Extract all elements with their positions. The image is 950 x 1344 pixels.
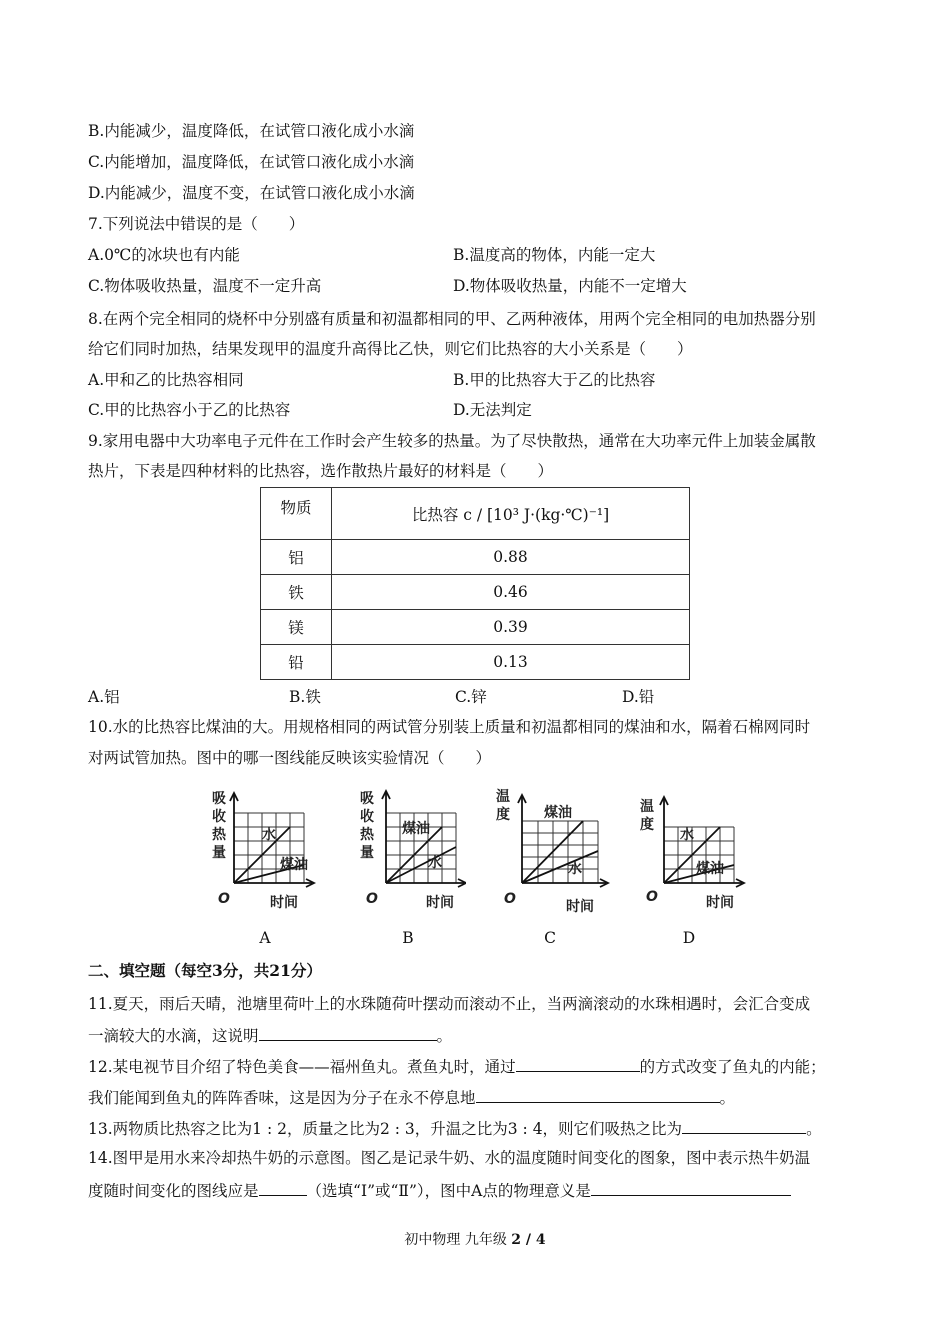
table-cell-substance: 铅	[261, 645, 332, 680]
table-cell-substance: 铁	[261, 575, 332, 610]
graph-x-label: 时间	[566, 899, 594, 915]
graph-y-label: 量	[360, 845, 374, 861]
table-cell-value: 0.88	[332, 540, 690, 575]
graph-series-label: 水	[428, 855, 442, 871]
graph-y-label: 度	[496, 807, 510, 823]
q6-option-d: D.内能减少，温度不变，在试管口液化成小水滴	[88, 184, 415, 202]
graph-c-label: C	[544, 929, 556, 947]
footer-text: 初中物理 九年级	[404, 1232, 512, 1248]
graph-y-label: 收	[212, 809, 226, 825]
table-row	[261, 575, 690, 610]
graph-series-label: 煤油	[544, 805, 572, 821]
q14-line2	[88, 1179, 791, 1201]
graph-y-label: 热	[360, 827, 374, 843]
q9-stem-line2: 热片，下表是四种材料的比热容，选作散热片最好的材料是（ ）	[88, 462, 554, 480]
q14-answer-blank-2[interactable]	[591, 1179, 791, 1196]
graph-b-label: B	[402, 929, 414, 947]
q9-option-a: A.铝	[88, 688, 120, 706]
q11-text-end: 。	[436, 1027, 453, 1045]
graph-y-label: 度	[640, 817, 654, 833]
graph-y-label: 温	[640, 799, 654, 815]
q7-option-c: C.物体吸收热量，温度不一定升高	[88, 277, 322, 295]
q9-option-c: C.锌	[455, 688, 487, 706]
graph-a-label: A	[259, 929, 271, 947]
q8-option-a: A.甲和乙的比热容相同	[88, 371, 244, 389]
q12-text: 我们能闻到鱼丸的阵阵香味，这是因为分子在永不停息地	[88, 1089, 476, 1107]
graph-series-label: 煤油	[402, 821, 430, 837]
table-row	[261, 645, 690, 680]
q6-option-b: B.内能减少，温度降低，在试管口液化成小水滴	[88, 122, 415, 140]
graph-x-label: 时间	[706, 895, 734, 911]
graph-c	[494, 783, 614, 917]
q13-text-end: 。	[806, 1120, 822, 1138]
q14-text-mid: （选填“Ⅰ”或“Ⅱ”），图中A点的物理意义是	[306, 1182, 591, 1200]
q14-text: 度随时间变化的图线应是	[88, 1182, 259, 1200]
q12-text: 12.某电视节目介绍了特色美食——福州鱼丸。煮鱼丸时，通过	[88, 1058, 516, 1076]
q11-answer-blank[interactable]	[259, 1024, 437, 1041]
q8-option-c: C.甲的比热容小于乙的比热容	[88, 401, 291, 419]
q12-text-end: 。	[719, 1089, 736, 1107]
graph-series-label: 水	[262, 827, 276, 843]
graph-origin: O	[646, 889, 658, 905]
q8-option-d: D.无法判定	[453, 401, 532, 419]
q8-stem-line2: 给它们同时加热，结果发现甲的温度升高得比乙快，则它们比热容的大小关系是（ ）	[88, 340, 693, 358]
table-header-row	[261, 488, 690, 540]
graph-y-label: 热	[212, 827, 226, 843]
graph-origin: O	[218, 891, 230, 907]
graph-series-label: 煤油	[696, 861, 724, 877]
table-row	[261, 540, 690, 575]
table-cell-value: 0.13	[332, 645, 690, 680]
graph-origin: O	[366, 891, 378, 907]
q12-answer-blank-1[interactable]	[516, 1055, 640, 1072]
q6-option-c: C.内能增加，温度降低，在试管口液化成小水滴	[88, 153, 415, 171]
q9-stem-line1: 9.家用电器中大功率电子元件在工作时会产生较多的热量。为了尽快散热，通常在大功率元件上加装金属散	[88, 432, 816, 450]
q9-option-d: D.铅	[622, 688, 655, 706]
table-header-substance: 物质	[261, 488, 332, 540]
page-number: 2 / 4	[511, 1232, 546, 1248]
q12-line2	[88, 1086, 735, 1108]
graph-d	[636, 783, 746, 913]
graph-a	[208, 783, 318, 913]
graph-x-label: 时间	[426, 895, 454, 911]
table-header-capacity: 比热容 c / [10³ J·(kg·℃)⁻¹]	[332, 488, 690, 540]
graph-y-label: 吸	[360, 791, 374, 807]
q7-stem: 7.下列说法中错误的是（ ）	[88, 215, 305, 233]
q12-line1	[88, 1055, 826, 1077]
table-cell-value: 0.39	[332, 610, 690, 645]
table-cell-value: 0.46	[332, 575, 690, 610]
graph-y-label: 收	[360, 809, 374, 825]
table-cell-substance: 镁	[261, 610, 332, 645]
q7-option-d: D.物体吸收热量，内能不一定增大	[453, 277, 687, 295]
q13-text: 13.两物质比热容之比为1 : 2，质量之比为2 : 3，升温之比为3 : 4，则它们吸热之比为	[88, 1120, 683, 1138]
q8-stem-line1: 8.在两个完全相同的烧杯中分别盛有质量和初温都相同的甲、乙两种液体，用两个完全相同的电加热器分别	[88, 310, 816, 328]
q14-line1: 14.图甲是用水来冷却热牛奶的示意图。图乙是记录牛奶、水的温度随时间变化的图象，图中表示热牛奶温	[88, 1149, 811, 1167]
q7-option-b: B.温度高的物体，内能一定大	[453, 246, 656, 264]
page-footer	[0, 1229, 950, 1249]
table-cell-substance: 铝	[261, 540, 332, 575]
graph-b	[356, 783, 466, 913]
graph-x-label: 时间	[270, 895, 298, 911]
specific-heat-table	[260, 487, 690, 680]
q13-answer-blank[interactable]	[682, 1117, 806, 1134]
q11-text: 一滴较大的水滴，这说明	[88, 1027, 259, 1045]
graph-y-label: 温	[496, 789, 510, 805]
q12-text-end: 的方式改变了鱼丸的内能；	[639, 1058, 826, 1076]
section-title: 二、填空题（每空3分，共21分）	[88, 961, 322, 980]
q7-option-a: A.0℃的冰块也有内能	[88, 246, 240, 264]
graph-y-label: 吸	[212, 791, 226, 807]
graph-origin: O	[504, 891, 516, 907]
q11-line2	[88, 1024, 452, 1046]
graph-series-label: 煤油	[280, 857, 308, 873]
table-row	[261, 610, 690, 645]
q13-line	[88, 1117, 822, 1139]
q14-answer-blank-1[interactable]	[259, 1179, 307, 1196]
q10-stem-line1: 10.水的比热容比煤油的大。用规格相同的两试管分别装上质量和初温都相同的煤油和水，隔着石棉网同时	[88, 718, 811, 736]
q12-answer-blank-2[interactable]	[476, 1086, 720, 1103]
q11-line1: 11.夏天，雨后天晴，池塘里荷叶上的水珠随荷叶摆动而滚动不止，当两滴滚动的水珠相遇时，会汇合变成	[88, 995, 811, 1013]
graph-d-label: D	[682, 929, 696, 947]
q9-option-b: B.铁	[289, 688, 321, 706]
q8-option-b: B.甲的比热容大于乙的比热容	[453, 371, 656, 389]
graph-series-label: 水	[568, 861, 582, 877]
q10-stem-line2: 对两试管加热。图中的哪一图线能反映该实验情况（ ）	[88, 749, 492, 767]
graph-series-label: 水	[680, 827, 694, 843]
graph-y-label: 量	[212, 845, 226, 861]
